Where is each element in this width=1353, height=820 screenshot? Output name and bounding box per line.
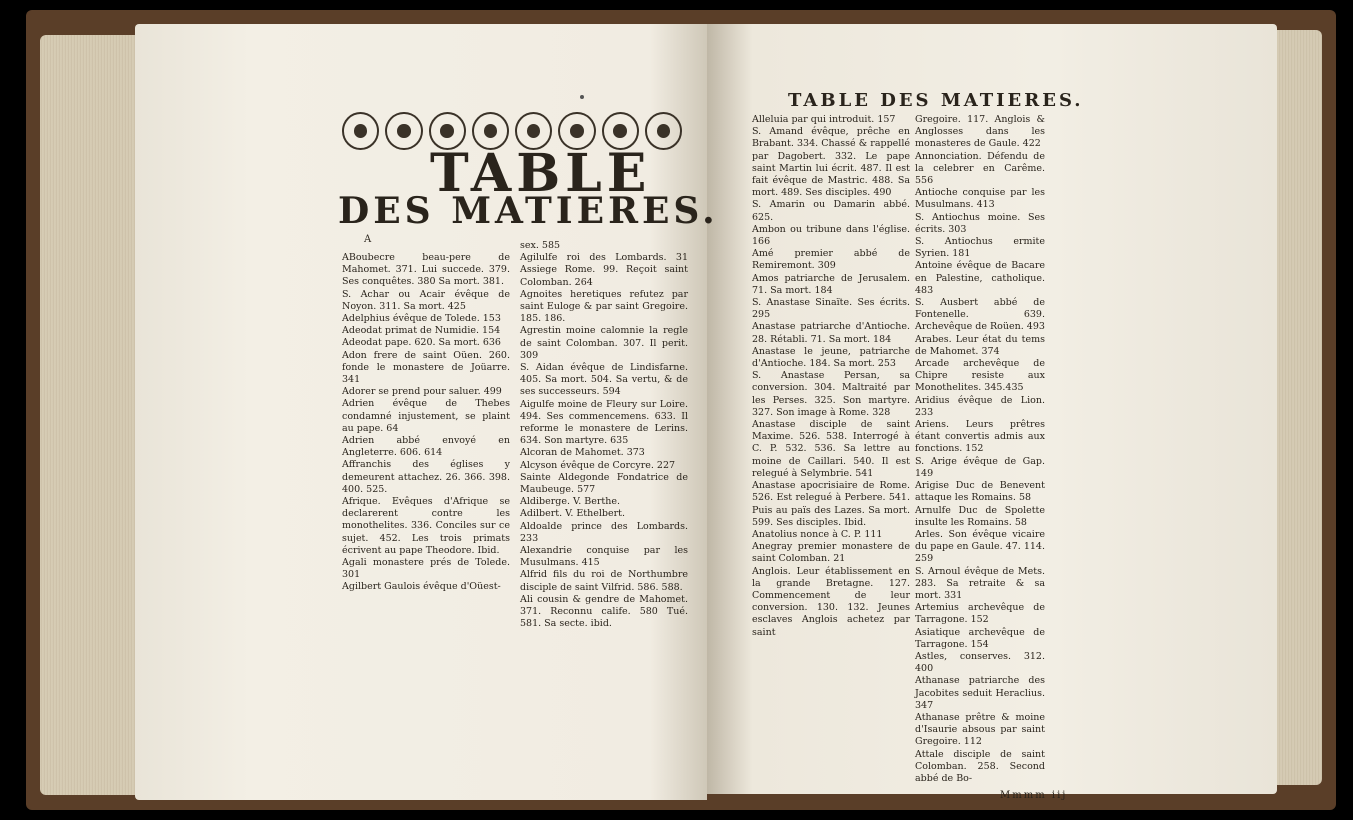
index-entry: Adon frere de saint Oüen. 260. fonde le monastere de Joüarre. 341 bbox=[342, 349, 510, 386]
index-column-3 bbox=[752, 114, 910, 639]
index-entry: Athanase prêtre & moine d'Isaurie absous par saint Gregoire. 112 bbox=[915, 711, 1045, 748]
index-entry: S. Antiochus moine. Ses écrits. 303 bbox=[915, 211, 1045, 235]
index-entry: Adorer se prend pour saluer. 499 bbox=[342, 386, 502, 398]
index-entry: Amé premier abbé de Remiremont. 309 bbox=[752, 248, 910, 272]
index-entry: Arnulfe Duc de Spolette insulte les Romains. 58 bbox=[915, 504, 1045, 528]
index-entry: Arles. Son évêque vicaire du pape en Gaule. 47. 114. 259 bbox=[915, 528, 1045, 565]
index-entry: Annonciation. Défendu de la celebrer en Carême. 556 bbox=[915, 150, 1045, 187]
index-entry: S. Aidan évêque de Lindisfarne. 405. Sa mort. 504. Sa vertu, & de ses successeurs. 594 bbox=[520, 362, 688, 398]
ink-dot bbox=[580, 95, 584, 99]
index-column-4 bbox=[915, 114, 1045, 785]
index-entry: Adelphius évêque de Tolede. 153 bbox=[342, 313, 501, 325]
index-entry: S. Anastase Sinaïte. Ses écrits. 295 bbox=[752, 297, 910, 321]
index-entry: Adrien abbé envoyé en Angleterre. 606. 614 bbox=[342, 435, 510, 459]
index-entry: Ali cousin & gendre de Mahomet. 371. Reconnu calife. 580 Tué. 581. Sa secte. ibid. bbox=[520, 593, 688, 630]
index-entry: Afrique. Evêques d'Afrique se declarerent contre les monothelites. 336. Conciles sur ce sujet. 452. Les trois primats écrivent au pape Theodore. Ibid. bbox=[342, 496, 510, 556]
index-entry: Attale disciple de saint Colomban. 258. Second abbé de Bo- bbox=[915, 748, 1045, 784]
index-entry: S. Ausbert abbé de Fontenelle. 639. Archevêque de Roüen. 493 bbox=[915, 297, 1045, 333]
page-edges-left bbox=[40, 35, 136, 795]
running-header: TABLE DES MATIERES. bbox=[788, 90, 1084, 111]
index-entry: Anastase apocrisiaire de Rome. 526. Est relegué à Perbere. 541. Puis au païs des Lazes. Sa mort. 599. Ses disciples. Ibid. bbox=[752, 480, 910, 528]
index-entry: Anastase le jeune, patriarche d'Antioche. 184. Sa mort. 253 bbox=[752, 345, 910, 370]
title-des-matieres: DES MATIERES. bbox=[338, 190, 719, 232]
index-entry: Adilbert. V. Ethelbert. bbox=[520, 508, 625, 520]
index-entry: Aigulfe moine de Fleury sur Loire. 494. Ses commencemens. 633. Il reforme le monastere de Lerins. 634. Son martyre. 635 bbox=[520, 398, 688, 447]
index-entry: Asiatique archevêque de Tarragone. 154 bbox=[915, 626, 1045, 650]
index-entry: Ariens. Leurs prêtres étant convertis admis aux fonctions. 152 bbox=[915, 419, 1045, 455]
index-entry: Anegray premier monastere de saint Colomban. 21 bbox=[752, 541, 910, 565]
index-entry: S. Achar ou Acair évêque de Noyon. 311. Sa mort. 425 bbox=[342, 288, 510, 312]
index-entry: Alleluia par qui introduit. 157 bbox=[752, 114, 896, 125]
index-entry: Athanase patriarche des Jacobites seduit Heraclius. 347 bbox=[915, 675, 1045, 711]
index-entry: Adeodat primat de Numidie. 154 bbox=[342, 325, 501, 337]
index-entry: S. Amand évêque, prêche en Brabant. 334. Chassé & rappellé par Dagobert. 332. Le pape saint Martin lui écrit. 487. Il est fait évêque de Mastric. 488. Sa mort. 489. Ses disciples. 490 bbox=[752, 126, 910, 199]
index-entry: Anglois. Leur établissement en la grande Bretagne. 127. Commencement de leur conversion. 130. 132. Jeunes esclaves Anglois achetez par saint bbox=[752, 565, 910, 638]
section-letter: A bbox=[364, 234, 372, 245]
index-entry: Arcade archevêque de Chipre resiste aux Monothelites. 345.435 bbox=[915, 358, 1045, 394]
index-entry: Agrestin moine calomnie la regle de saint Colomban. 307. Il perit. 309 bbox=[520, 325, 688, 361]
index-entry: S. Antiochus ermite Syrien. 181 bbox=[915, 236, 1045, 260]
index-column-2 bbox=[520, 240, 688, 631]
page-edges-right bbox=[1272, 30, 1322, 785]
index-entry: Adeodat pape. 620. Sa mort. 636 bbox=[342, 337, 501, 349]
index-entry: Alfrid fils du roi de Northumbre disciple de saint Vilfrid. 586. 588. bbox=[520, 569, 688, 593]
index-entry: S. Anastase Persan, sa conversion. 304. Maltraité par les Perses. 325. Son martyre. 327. Son image à Rome. 328 bbox=[752, 370, 910, 418]
index-entry: sex. 585 bbox=[520, 240, 561, 251]
index-entry: Anastase disciple de saint Maxime. 526. 538. Interrogé à C. P. 532. 536. Sa lettre au moine de Caillari. 540. Il est relegué à Selymbrie. 541 bbox=[752, 419, 910, 479]
index-entry: Arigise Duc de Benevent attaque les Romains. 58 bbox=[915, 480, 1045, 504]
index-entry: Aldiberge. V. Berthe. bbox=[520, 496, 620, 508]
index-entry: Antioche conquise par les Musulmans. 413 bbox=[915, 187, 1045, 211]
signature-mark: Mmmm iij bbox=[1000, 790, 1068, 801]
index-entry: Agilulfe roi des Lombards. 31 Assiege Rome. 99. Reçoit saint Colomban. 264 bbox=[520, 252, 688, 288]
index-entry: Alexandrie conquise par les Musulmans. 415 bbox=[520, 545, 688, 569]
index-entry: Affranchis des églises y demeurent attachez. 26. 366. 398. 400. 525. bbox=[342, 459, 510, 495]
index-entry: Antoine évêque de Bacare en Palestine, catholique. 483 bbox=[915, 260, 1045, 296]
title-table: TABLE bbox=[430, 143, 652, 204]
index-entry: Agali monastere prés de Tolede. 301 bbox=[342, 557, 510, 581]
index-entry: Aldoalde prince des Lombards. 233 bbox=[520, 520, 688, 544]
index-entry: Aridius évêque de Lion. 233 bbox=[915, 394, 1045, 418]
index-entry: Anatolius nonce à C. P. 111 bbox=[752, 528, 883, 540]
index-entry: Gregoire. 117. Anglois & Anglosses dans les monasteres de Gaule. 422 bbox=[915, 114, 1045, 150]
index-entry: S. Arige évêque de Gap. 149 bbox=[915, 455, 1045, 479]
index-entry: Arabes. Leur état du tems de Mahomet. 374 bbox=[915, 333, 1045, 357]
index-entry: Anastase patriarche d'Antioche. 28. Rétabli. 71. Sa mort. 184 bbox=[752, 321, 910, 345]
index-entry: Amos patriarche de Jerusalem. 71. Sa mort. 184 bbox=[752, 272, 910, 296]
index-entry: Artemius archevêque de Tarragone. 152 bbox=[915, 602, 1045, 626]
index-entry: Astles, conserves. 312. 400 bbox=[915, 650, 1045, 675]
index-entry: Adrien évêque de Thebes condamné injustement, se plaint au pape. 64 bbox=[342, 398, 510, 434]
index-entry: Alcyson évêque de Corcyre. 227 bbox=[520, 459, 676, 471]
index-entry: Sainte Aldegonde Fondatrice de Maubeuge. 577 bbox=[520, 471, 688, 496]
index-entry: Ambon ou tribune dans l'église. 166 bbox=[752, 223, 910, 248]
index-entry: S. Arnoul évêque de Mets. 283. Sa retraite & sa mort. 331 bbox=[915, 565, 1045, 601]
index-entry: ABoubecre beau-pere de Mahomet. 371. Lui succede. 379. Ses conquêtes. 380 Sa mort. 381. bbox=[342, 252, 510, 288]
index-entry: S. Amarin ou Damarin abbé. 625. bbox=[752, 199, 910, 223]
index-entry: Alcoran de Mahomet. 373 bbox=[520, 447, 645, 459]
index-column-1 bbox=[342, 252, 510, 594]
index-entry: Agnoites heretiques refutez par saint Euloge & par saint Gregoire. 185. 186. bbox=[520, 288, 688, 325]
index-entry: Agilbert Gaulois évêque d'Oüest- bbox=[342, 581, 501, 593]
